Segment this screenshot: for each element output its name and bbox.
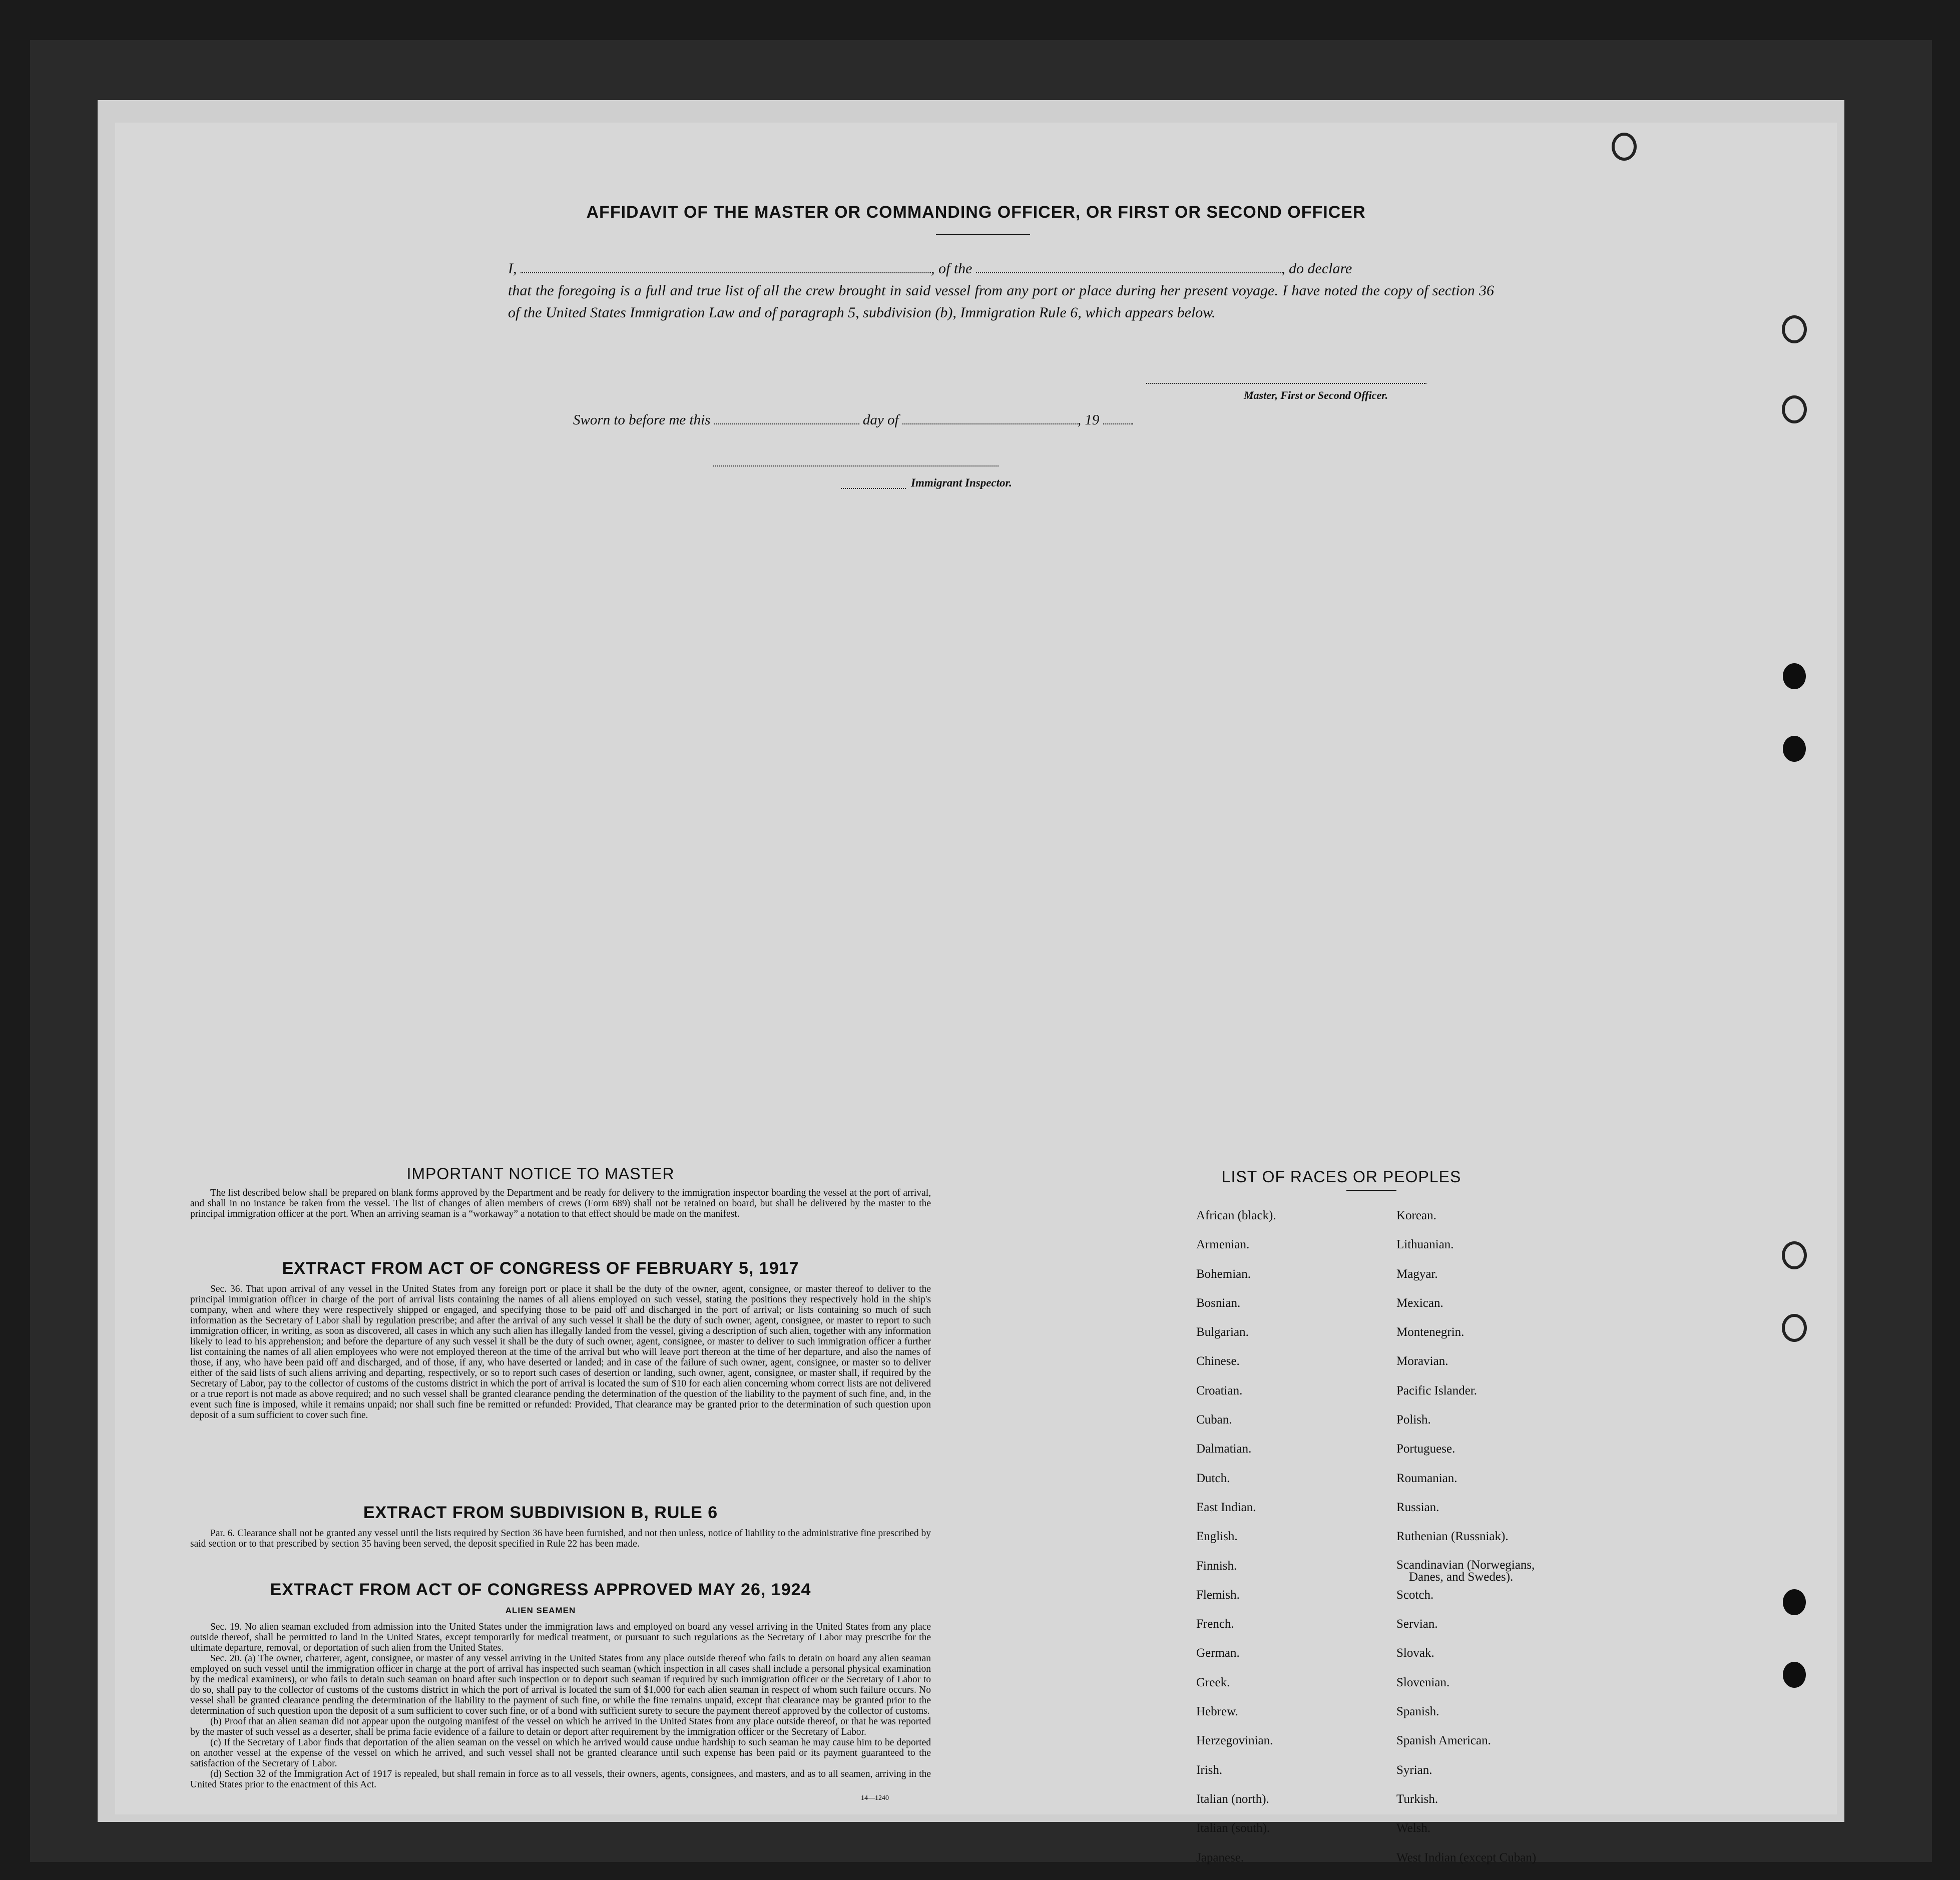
affidavit-title: AFFIDAVIT OF THE MASTER OR COMMANDING OFFICER, OR FIRST OR SECOND OFFICER bbox=[586, 203, 1366, 222]
name-field[interactable] bbox=[521, 272, 931, 273]
race-item: Herzegovinian. bbox=[1196, 1734, 1273, 1748]
title-rule bbox=[936, 234, 1030, 235]
race-item: Turkish. bbox=[1396, 1792, 1438, 1806]
race-item: Magyar. bbox=[1396, 1267, 1438, 1281]
races-title-underline bbox=[1346, 1190, 1396, 1191]
sworn-prefix: Sworn to before me this bbox=[573, 412, 711, 428]
race-item: Scotch. bbox=[1396, 1588, 1434, 1602]
race-item: Japanese. bbox=[1196, 1850, 1244, 1864]
declare-of-the: , of the bbox=[931, 260, 972, 277]
race-item: Slovak. bbox=[1396, 1646, 1434, 1660]
punch-hole bbox=[1783, 1589, 1806, 1615]
race-item: Flemish. bbox=[1196, 1588, 1240, 1602]
notice-title: IMPORTANT NOTICE TO MASTER bbox=[406, 1165, 675, 1183]
race-item: Korean. bbox=[1396, 1209, 1436, 1222]
inspector-signature-line[interactable] bbox=[713, 465, 999, 466]
manifest-page bbox=[115, 123, 1837, 1864]
race-item: Welsh. bbox=[1396, 1821, 1431, 1835]
sworn-day-field[interactable] bbox=[714, 423, 859, 424]
sec-20c-paragraph: (c) If the Secretary of Labor finds that deportation of the alien seaman on the vessel on which he arrived would cause undue hardship to such seaman he may cause him to be deported on another vessel at the expense of the vessel on which he arrived, and such vessel shall not be granted clearance until such expense has been paid or its payment guaranteed to the satisfaction of the Secretary of Labor. bbox=[190, 1737, 931, 1769]
race-item: German. bbox=[1196, 1646, 1240, 1660]
form-number: 14—1240 bbox=[861, 1794, 889, 1802]
sworn-day-of: day of bbox=[862, 412, 899, 428]
race-item: Croatian. bbox=[1196, 1383, 1243, 1397]
race-item: Mexican. bbox=[1396, 1296, 1443, 1310]
race-item: Roumanian. bbox=[1396, 1471, 1457, 1485]
notice-paragraph: The list described below shall be prepared on blank forms approved by the Department and be ready for delivery to the immigration inspector boarding the vessel at the port of arrival, and shall in no instance be taken from the vessel. The list of changes of alien members of crews (Form 689) shall not be retained on board, but shall be delivered by the master to the principal immigration officer at the port. When an arriving seaman is a “workaway” a notation to that effect should be made on the manifest. bbox=[190, 1188, 931, 1219]
race-item: Greek. bbox=[1196, 1675, 1230, 1689]
sworn-line bbox=[573, 412, 1133, 428]
race-item: Chinese. bbox=[1196, 1354, 1240, 1368]
race-item: Lithuanian. bbox=[1396, 1238, 1454, 1252]
punch-hole bbox=[1783, 663, 1806, 689]
master-signature-line[interactable] bbox=[1146, 383, 1426, 384]
bleed-through bbox=[395, 183, 1797, 1434]
race-item: Cuban. bbox=[1196, 1413, 1232, 1427]
sec-20b-paragraph: (b) Proof that an alien seaman did not appear upon the outgoing manifest of the vessel on which he arrived in the United States from any place outside thereof, or that he was reported by the master of such vessel as a deserter, shall be prima facie evidence of a failure to detain or deport after requirement by the immigration officer or the Secretary of Labor. bbox=[190, 1716, 931, 1737]
punch-hole bbox=[1612, 133, 1637, 161]
race-item: Irish. bbox=[1196, 1763, 1223, 1777]
vessel-field[interactable] bbox=[976, 272, 1281, 273]
notice-text bbox=[190, 1188, 931, 1219]
sec-20a-paragraph: Sec. 20. (a) The owner, charterer, agent, consignee, or master of any vessel arriving in the United States from any place outside thereof who fails to detain on board any alien seaman employed on such vessel until the immigration officer in charge at the port of arrival has inspected such seaman (which inspection in all cases shall include a personal physical examination by the medical examiners), or who fails to detain such seaman on board after such inspection or to deport such seaman if required by such immigration officer or the Secretary of Labor to do so, shall pay to the collector of customs of the customs district in which the port of arrival is located the sum of $1,000 for each alien seaman in respect of whom such failure occurs. No vessel shall be granted clearance pending the determination of the liability to the payment of such fine, or while the fine remains unpaid, except that clearance may be granted prior to the determination of such question upon the deposit of a sum sufficient to cover such fine, or of a bond with sufficient surety to secure the payment thereof approved by the collector of customs. bbox=[190, 1653, 931, 1716]
races-column-2 bbox=[1396, 1209, 1536, 1880]
affidavit-body bbox=[508, 258, 1494, 324]
race-item: Pacific Islander. bbox=[1396, 1383, 1478, 1397]
race-item: Bosnian. bbox=[1196, 1296, 1241, 1310]
punch-hole bbox=[1782, 1314, 1807, 1342]
extract-1917-text bbox=[190, 1284, 931, 1421]
race-item: East Indian. bbox=[1196, 1500, 1256, 1514]
race-item: Hebrew. bbox=[1196, 1705, 1238, 1719]
punch-hole bbox=[1782, 1241, 1807, 1269]
extract-rule6-text bbox=[190, 1528, 931, 1549]
punch-hole bbox=[1782, 315, 1807, 343]
sworn-month-field[interactable] bbox=[902, 423, 1078, 424]
races-title: LIST OF RACES OR PEOPLES bbox=[1221, 1168, 1461, 1186]
extract-1917-title: EXTRACT FROM ACT OF CONGRESS OF FEBRUARY 5, 1917 bbox=[282, 1259, 799, 1278]
race-item: Bohemian. bbox=[1196, 1267, 1251, 1281]
race-item: African (black). bbox=[1196, 1209, 1276, 1222]
sworn-year-field[interactable] bbox=[1103, 423, 1133, 424]
par-6-paragraph: Par. 6. Clearance shall not be granted any vessel until the lists required by Section 36 have been furnished, and not then unless, notice of liability to the administrative fine prescribed by said section or to that prescribed by section 35 having been served, the deposit specified in Rule 22 has been made. bbox=[190, 1528, 931, 1549]
race-item: West Indian (except Cuban) bbox=[1396, 1850, 1537, 1864]
race-item: French. bbox=[1196, 1617, 1234, 1631]
races-column-1 bbox=[1196, 1209, 1276, 1880]
inspector-label: Immigrant Inspector. bbox=[911, 477, 1012, 489]
race-item: Armenian. bbox=[1196, 1238, 1250, 1252]
extract-rule6-title: EXTRACT FROM SUBDIVISION B, RULE 6 bbox=[363, 1503, 718, 1522]
punch-hole bbox=[1783, 736, 1806, 762]
race-item: Polish. bbox=[1396, 1413, 1431, 1427]
race-item: Slovenian. bbox=[1396, 1675, 1450, 1689]
master-signature-label: Master, First or Second Officer. bbox=[1244, 389, 1388, 401]
extract-1924-text bbox=[190, 1622, 931, 1790]
race-item: Moravian. bbox=[1396, 1354, 1448, 1368]
alien-seamen-subtitle: ALIEN SEAMEN bbox=[505, 1606, 576, 1615]
sworn-year: , 19 bbox=[1077, 412, 1100, 428]
race-item: Russian. bbox=[1396, 1500, 1439, 1514]
affidavit-statement: that the foregoing is a full and true list of all the crew brought in said vessel from any port or place during her present voyage. I have noted the copy of section 36 of the United States Immigration Law and of paragraph 5, subdivision (b), Immigration Rule 6, which appears below. bbox=[508, 282, 1494, 321]
race-item: Dalmatian. bbox=[1196, 1442, 1252, 1456]
race-item: English. bbox=[1196, 1530, 1238, 1544]
race-item: Italian (north). bbox=[1196, 1792, 1269, 1806]
race-item: Ruthenian (Russniak). bbox=[1396, 1530, 1509, 1544]
race-item: Dutch. bbox=[1196, 1471, 1230, 1485]
race-item: Syrian. bbox=[1396, 1763, 1432, 1777]
sec-19-paragraph: Sec. 19. No alien seaman excluded from admission into the United States under the immigration laws and employed on board any vessel arriving in the United States from any place outside thereof, shall be permitted to land in the United States, except temporarily for medical treatment, or pursuant to such regulations as the Secretary of Labor may prescribe for the ultimate departure, removal, or deportation of such alien from the United States. bbox=[190, 1622, 931, 1653]
race-item: Bulgarian. bbox=[1196, 1325, 1249, 1339]
race-item: Finnish. bbox=[1196, 1559, 1237, 1573]
punch-hole bbox=[1783, 1662, 1806, 1688]
sec-20d-paragraph: (d) Section 32 of the Immigration Act of 1917 is repealed, but shall remain in force as to all vessels, their owners, agents, consignees, and masters, and as to all seamen, arriving in the United States prior to the enactment of this Act. bbox=[190, 1769, 931, 1790]
race-item: Spanish. bbox=[1396, 1705, 1439, 1719]
section-36-paragraph: Sec. 36. That upon arrival of any vessel in the United States from any foreign port or place it shall be the duty of the owner, agent, consignee, or master thereof to deliver to the principal immigration officer in charge of the port of arrival lists containing the names of all aliens employed on such vessel, stating the positions they respectively hold in the ship's company, when and where they were respectively shipped or engaged, and specifying those to be paid off and discharged in the port of arrival; or lists containing so much of such information as the Secretary of Labor shall by regulation prescribe; and after the arrival of any such vessel it shall be the duty of such owner, agent, consignee, or master to report to such immigration officer, in writing, as soon as discovered, all cases in which any such alien has illegally landed from the vessel, giving a description of such alien, together with any information likely to lead to his apprehension; and before the departure of any such vessel it shall be the duty of such owner, agent, consignee, or master to deliver to such immigration officer a further list containing the names of all alien employees who were not employed thereon at the time of the arrival but who will leave port thereon at the time of her departure, and also the names of those, if any, who have been paid off and discharged, and of those, if any, who have deserted or landed; and in case of the failure of such owner, agent, consignee, or master so to deliver either of the said lists of such aliens arriving and departing, respectively, or so to report such cases of desertion or landing, such owner, agent, consignee, or master shall, if required by the Secretary of Labor, pay to the collector of customs of the customs district in which the port of arrival is located the sum of $10 for each alien concerning whom correct lists are not delivered or a true report is not made as above required; and no such vessel shall be granted clearance pending the determination of the question of the liability to the payment of such fine, and, in the event such fine is imposed, while it remains unpaid; nor shall such fine be remitted or refunded: Provided, That clearance may be granted prior to the determination of such question upon deposit of a sum sufficient to cover such fine. bbox=[190, 1284, 931, 1421]
inspector-short-line bbox=[841, 488, 906, 489]
race-item: Montenegrin. bbox=[1396, 1325, 1464, 1339]
extract-1924-title: EXTRACT FROM ACT OF CONGRESS APPROVED MAY 26, 1924 bbox=[270, 1580, 811, 1599]
race-item: Scandinavian (Norwegians, Danes, and Swedes). bbox=[1396, 1558, 1535, 1584]
declare-do-declare: , do declare bbox=[1281, 260, 1352, 277]
race-item: Portuguese. bbox=[1396, 1442, 1455, 1456]
race-item: Spanish American. bbox=[1396, 1734, 1491, 1748]
race-item: Servian. bbox=[1396, 1617, 1438, 1631]
race-item: Italian (south). bbox=[1196, 1821, 1270, 1835]
declare-i: I, bbox=[508, 260, 517, 277]
punch-hole bbox=[1782, 395, 1807, 423]
